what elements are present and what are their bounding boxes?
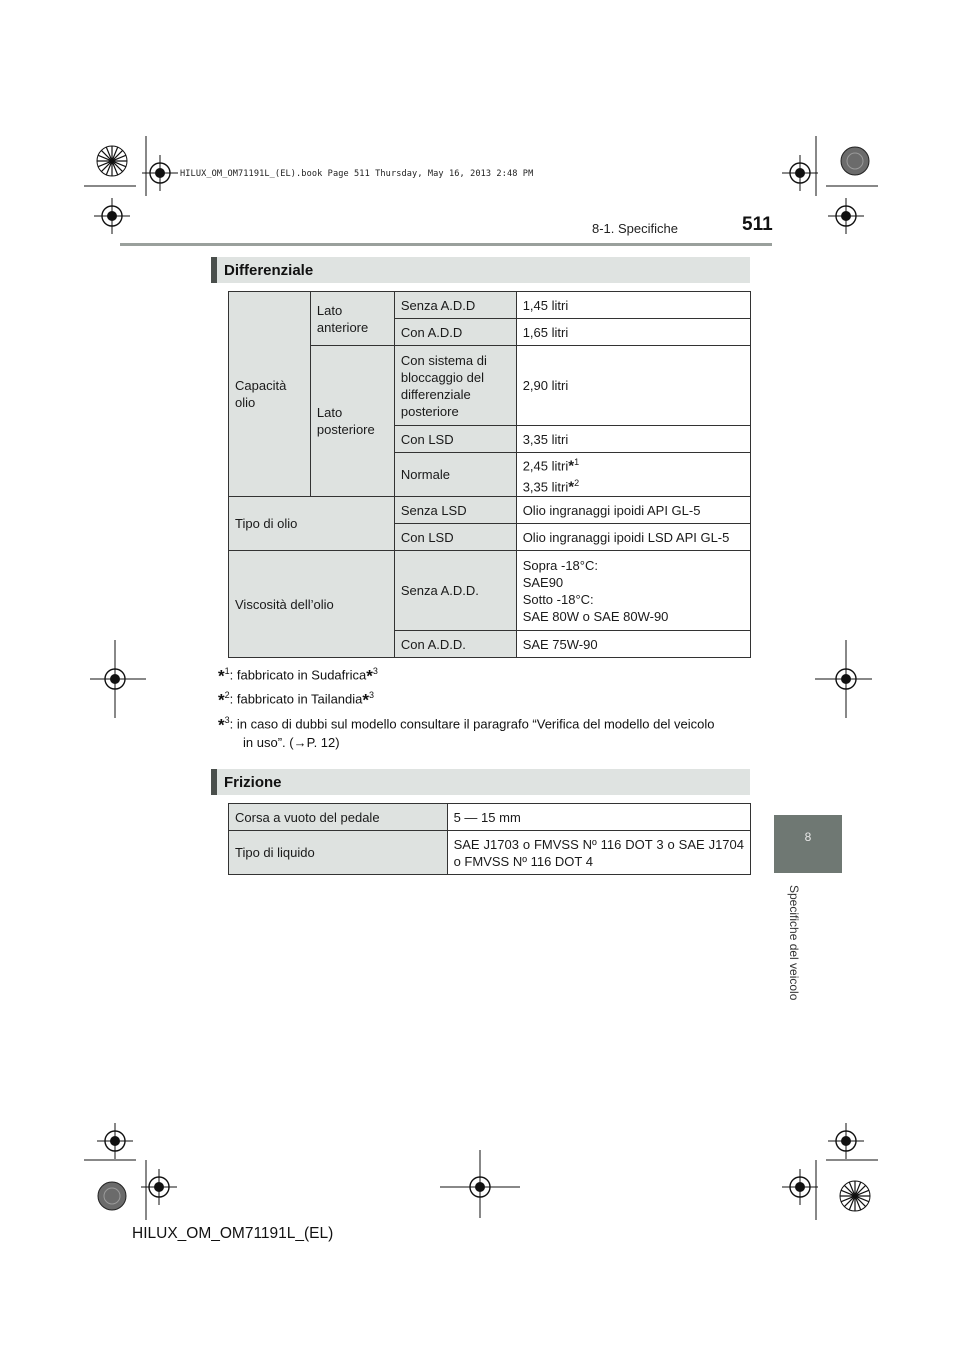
differenziale-heading: [211, 257, 750, 283]
footnote-ref: 3: [224, 715, 230, 725]
footnote-ref: 2: [224, 690, 230, 700]
label-cell: Tipo di liquido: [229, 831, 448, 875]
value-cell: [516, 453, 750, 497]
value-cell: SAE 75W-90: [516, 631, 750, 658]
value-line: Sotto -18°C:: [522, 591, 594, 607]
value-cell: SAE J1703 o FMVSS Nº 116 DOT 3 o SAE J1704 o FMVSS Nº 116 DOT 4: [447, 831, 750, 875]
footnote-asterisk: *: [218, 690, 225, 710]
footnote-ref: 1: [224, 666, 230, 676]
chapter-number: 8: [804, 830, 812, 844]
value-cell: 5 — 15 mm: [447, 804, 750, 831]
value-cell: Olio ingranaggi ipoidi LSD API GL-5: [516, 524, 750, 551]
condition-cell: Con LSD: [394, 426, 516, 453]
condition-cell: Normale: [394, 453, 516, 497]
table-row: [229, 497, 751, 524]
value-line: Sopra -18°C:: [522, 557, 598, 573]
condition-cell: Con sistema di bloccaggio del differenziale posteriore: [394, 346, 516, 426]
page-number: 511: [742, 214, 773, 235]
front-label: Lato anteriore: [310, 292, 394, 346]
condition-cell: Con A.D.D.: [394, 631, 516, 658]
value-line: SAE 80W o SAE 80W-90: [522, 608, 669, 624]
footnote-asterisk: *: [218, 666, 225, 686]
footnote-text-cont: in uso”. (→P. 12): [243, 735, 340, 751]
footnote-text: : fabbricato in Sudafrica: [229, 667, 367, 683]
value-line: 2,45 litri: [522, 458, 569, 474]
footnote-text: : in caso di dubbi sul modello consultare il paragrafo “Verifica del modello del veicolo: [229, 716, 715, 732]
table-row: [229, 551, 751, 631]
file-info: HILUX_OM_OM71191L_(EL).book Page 511 Thursday, May 16, 2013 2:48 PM: [180, 169, 534, 179]
chapter-tab: [774, 815, 842, 873]
value-cell: 1,65 litri: [516, 319, 750, 346]
footnote-ref: 1: [574, 457, 580, 468]
value-cell: Olio ingranaggi ipoidi API GL-5: [516, 497, 750, 524]
value-cell: 3,35 litri: [516, 426, 750, 453]
condition-cell: Con LSD: [394, 524, 516, 551]
table-row: [229, 804, 751, 831]
frizione-heading-text: Frizione: [224, 774, 282, 791]
frizione-heading: [211, 769, 750, 795]
label-cell: Corsa a vuoto del pedale: [229, 804, 448, 831]
footnote-ref: 3: [372, 666, 378, 676]
footnote-asterisk: *: [568, 457, 575, 475]
heading-bar: [211, 769, 217, 795]
footnote-asterisk: *: [568, 477, 575, 495]
rear-label: Lato posteriore: [310, 346, 394, 497]
footnote-ref: 2: [574, 477, 580, 488]
footnote-asterisk: *: [366, 666, 373, 686]
viscosity-label: Viscosità dell’olio: [229, 551, 395, 658]
value-cell: 2,90 litri: [516, 346, 750, 426]
value-line: SAE90: [522, 574, 564, 590]
header-rule: [120, 243, 772, 246]
footnote-text: : fabbricato in Tailandia: [229, 691, 363, 707]
value-cell: 1,45 litri: [516, 292, 750, 319]
condition-cell: Senza A.D.D: [394, 292, 516, 319]
table-row: [229, 292, 751, 319]
table-row: [229, 831, 751, 875]
value-cell: [516, 551, 750, 631]
footnote-3: [218, 711, 758, 752]
heading-bar: [211, 257, 217, 283]
oil-type-label: Tipo di olio: [229, 497, 395, 551]
footnote-asterisk: *: [362, 690, 370, 710]
differenziale-table: [228, 291, 751, 658]
footnote-ref: 3: [369, 690, 375, 700]
footnote-asterisk: *: [218, 715, 225, 735]
condition-cell: Senza A.D.D.: [394, 551, 516, 631]
footer-code: HILUX_OM_OM71191L_(EL): [132, 1225, 334, 1242]
chapter-title: Specifiche del veicolo: [787, 885, 801, 1001]
condition-cell: Senza LSD: [394, 497, 516, 524]
section-title: 8-1. Specifiche: [592, 221, 678, 236]
frizione-table: [228, 803, 751, 875]
condition-cell: Con A.D.D: [394, 319, 516, 346]
footnote-1: [218, 662, 378, 685]
footnote-2: [218, 686, 374, 709]
capacity-label: Capacità olio: [229, 292, 311, 497]
differenziale-heading-text: Differenziale: [224, 262, 314, 279]
value-line: 3,35 litri: [522, 478, 569, 494]
